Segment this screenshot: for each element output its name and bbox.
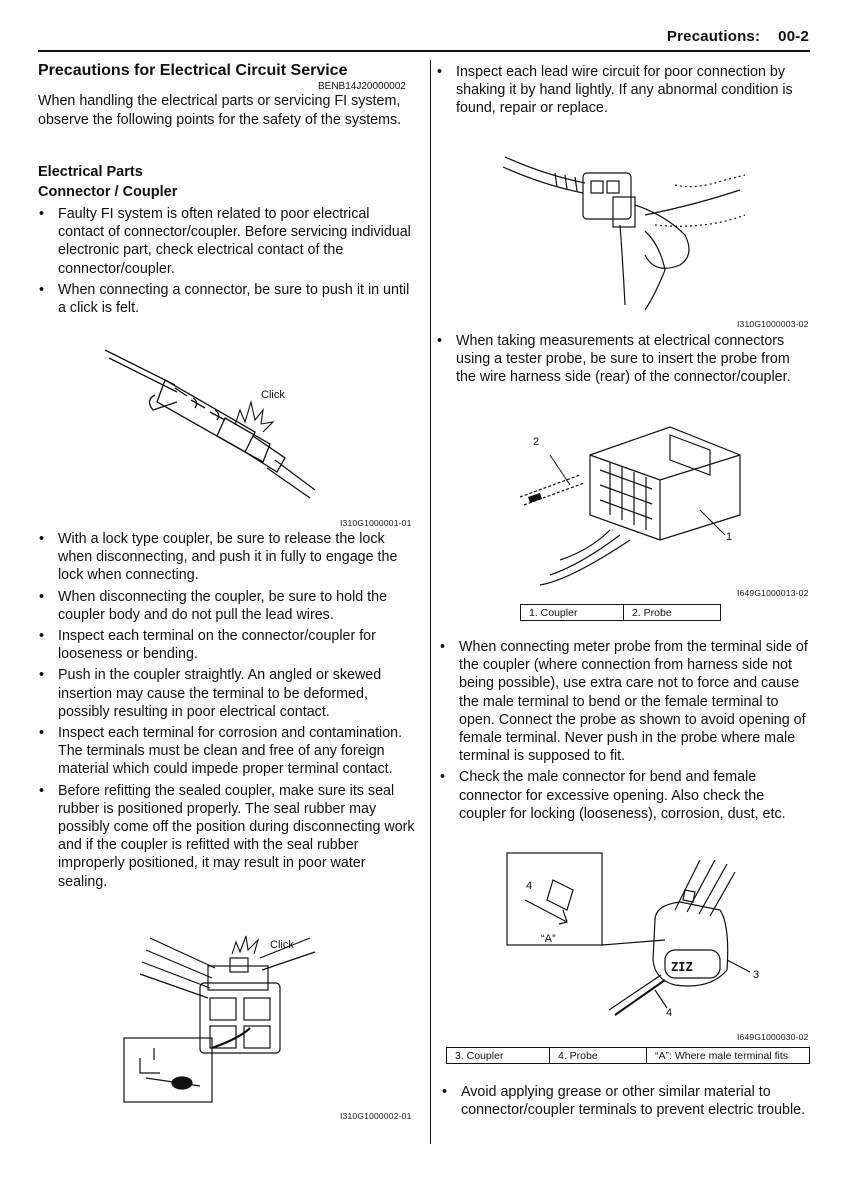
list-item: • When taking measurements at electrical connectors using a tester probe, be sure to insert the probe from the wire harness side (rear) of the connector/coupler. xyxy=(435,332,810,387)
bullet-list-c xyxy=(435,63,810,121)
list-item: • When connecting meter probe from the terminal side of the coupler (where connection from harness side not being possible), use extra care not to force and cause the male terminal to bend or the female terminal to open. Connect the probe as shown to avoid opening of female terminal. Never push in the probe where male terminal is supposed to fit. xyxy=(438,638,810,765)
bullet-list-b xyxy=(37,530,415,894)
page-number: 00-2 xyxy=(778,28,809,45)
figure-connector-click xyxy=(95,340,325,520)
figure-code: I649G1000030-02 xyxy=(737,1032,809,1042)
list-item: • With a lock type coupler, be sure to release the lock when disconnecting, and push it in fully to engage the lock when connecting. xyxy=(37,530,415,585)
callout-probe: 4 xyxy=(666,1007,673,1019)
list-item: • Faulty FI system is often related to poor electrical contact of connector/coupler. Before servicing individual electronic part, check electrical contact of the connector/coupler. xyxy=(37,205,415,278)
list-item: • Before refitting the sealed coupler, make sure its seal rubber is positioned properly. The seal rubber may possibly come off the position during disconnecting work and if the coupler is refitted with the seal rubber improperly positioned, it may result in poor water sealing. xyxy=(37,782,415,891)
callout-probe: 4 xyxy=(526,880,533,892)
list-item: • Avoid applying grease or other similar material to connector/coupler terminals to prevent electric trouble. xyxy=(440,1083,810,1119)
list-item: • When connecting a connector, be sure to push it in until a click is felt. xyxy=(37,281,415,317)
figure-sealed-coupler xyxy=(120,928,350,1108)
legend-table-2 xyxy=(446,1047,810,1064)
figure-shake-wire xyxy=(495,145,755,315)
section-name: Precautions: xyxy=(666,28,761,45)
figure-code: I310G1000002-01 xyxy=(340,1111,412,1121)
bullet-list-f xyxy=(440,1083,810,1122)
figure-label-click: Click xyxy=(261,389,285,401)
figure-coupler-probe xyxy=(520,415,760,590)
figure-label-click: Click xyxy=(270,939,294,951)
list-item: • Inspect each terminal on the connector/coupler for looseness or bending. xyxy=(37,627,415,663)
list-item: • Push in the coupler straightly. An angled or skewed insertion may cause the terminal to be deformed, possibly resulting in poor electrical contact. xyxy=(37,666,415,721)
terminal-label: ZIZ xyxy=(671,960,693,974)
legend-cell: 2. Probe xyxy=(624,605,721,621)
list-item: • When disconnecting the coupler, be sure to hold the coupler body and do not pull the lead wires. xyxy=(37,588,415,624)
legend-cell: 4. Probe xyxy=(550,1048,647,1064)
intro-paragraph: When handling the electrical parts or servicing FI system, observe the following points for the safety of the systems. xyxy=(38,93,402,128)
figure-terminal-probe xyxy=(505,850,770,1025)
bullet-list-e xyxy=(438,638,810,826)
figure-code: I310G1000001-01 xyxy=(340,518,412,528)
page-header xyxy=(667,28,809,45)
bullet-list-d xyxy=(435,332,810,390)
subheading-electrical-parts: Electrical Parts xyxy=(38,164,143,180)
header-rule xyxy=(38,50,810,52)
figure-code: I310G1000003-02 xyxy=(737,319,809,329)
callout-male-terminal: “A” xyxy=(541,933,556,945)
legend-cell: “A”: Where male terminal fits xyxy=(647,1048,810,1064)
section-title: Precautions for Electrical Circuit Service xyxy=(38,62,348,79)
legend-cell: 1. Coupler xyxy=(521,605,624,621)
callout-coupler: 3 xyxy=(753,969,760,981)
document-id: BENB14J20000002 xyxy=(318,81,406,92)
callout-probe: 2 xyxy=(533,436,540,448)
subheading-connector-coupler: Connector / Coupler xyxy=(38,184,178,200)
bullet-list-a xyxy=(37,205,415,320)
list-item: • Inspect each terminal for corrosion and contamination. The terminals must be clean and free of any foreign material which could impede proper terminal contact. xyxy=(37,724,415,779)
legend-table-1 xyxy=(520,604,721,621)
list-item: • Inspect each lead wire circuit for poor connection by shaking it by hand lightly. If any abnormal condition is found, repair or replace. xyxy=(435,63,810,118)
callout-coupler: 1 xyxy=(726,531,733,543)
column-divider xyxy=(430,60,431,1144)
legend-cell: 3. Coupler xyxy=(447,1048,550,1064)
list-item: • Check the male connector for bend and female connector for excessive opening. Also check the coupler for locking (looseness), corrosion, dust, etc. xyxy=(438,768,810,823)
figure-code: I649G1000013-02 xyxy=(737,588,809,598)
